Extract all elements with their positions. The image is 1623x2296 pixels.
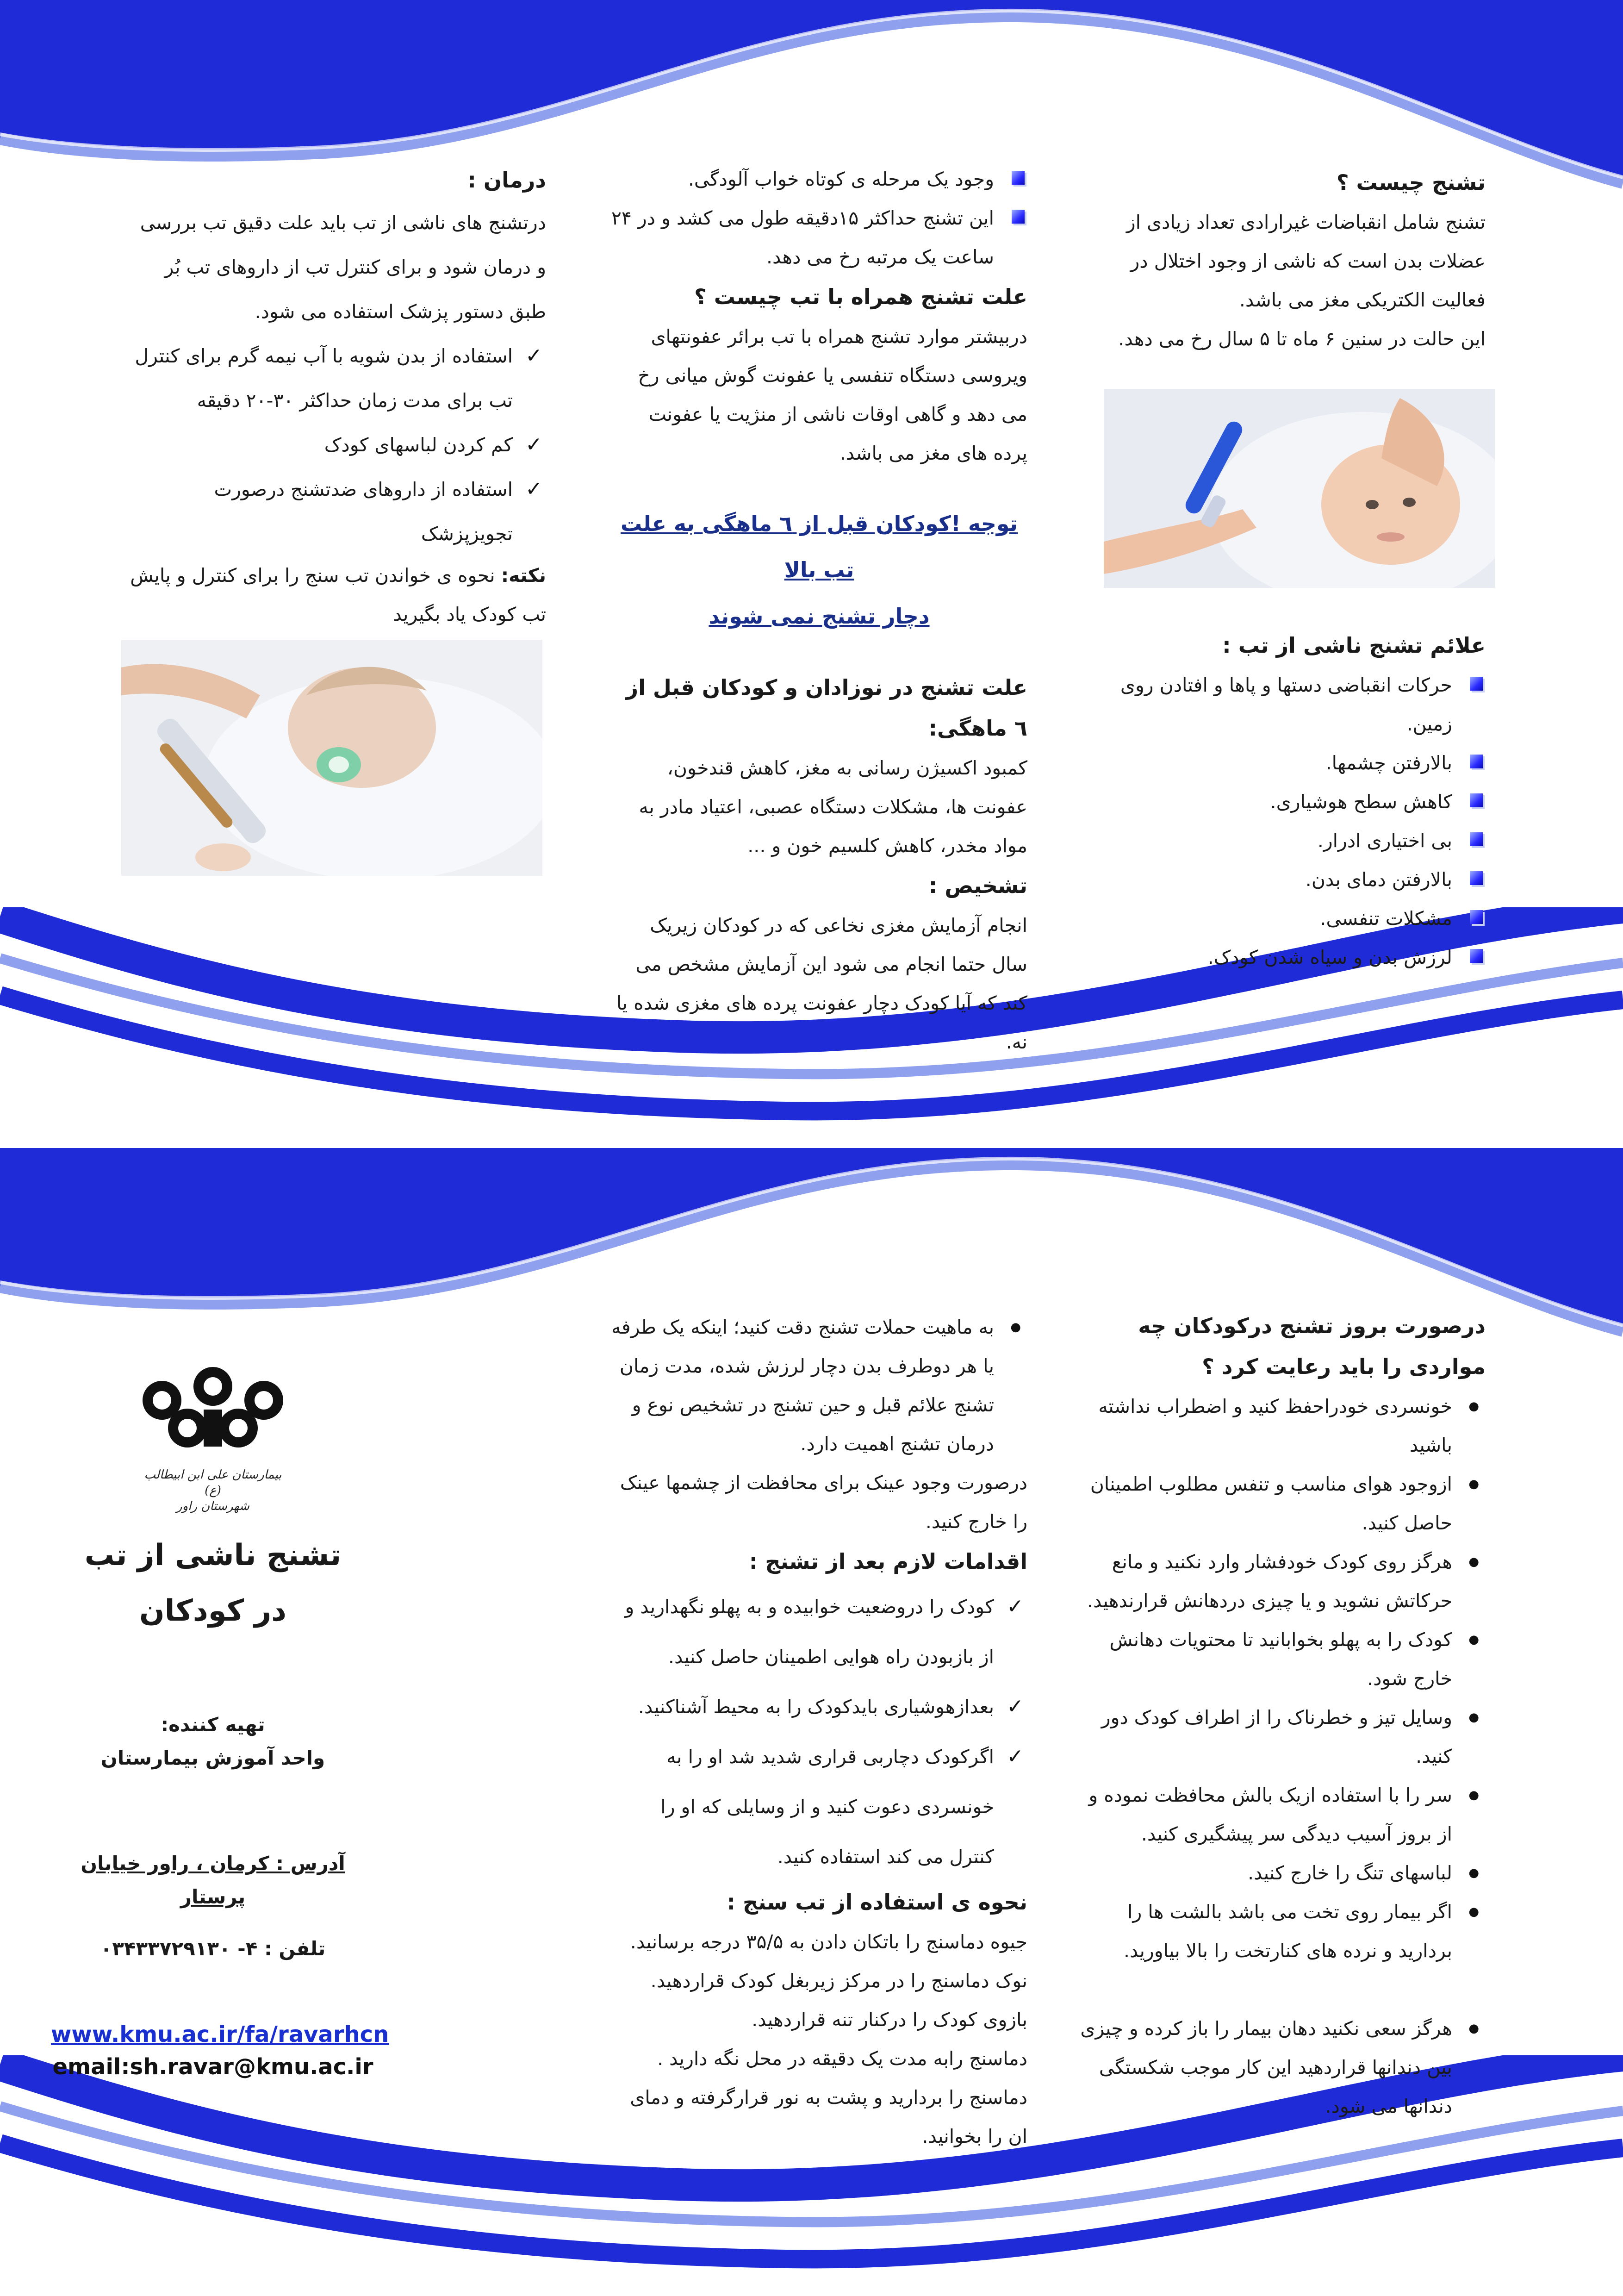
p1-middle-column [611, 160, 1027, 1061]
thermo-line: دماسنج را بردارید و پشت به نور قرارگرفته و دمای ان را بخوانید. [630, 2086, 1027, 2147]
treatment-checklist [130, 334, 546, 556]
list-item: ● هرگز روی کودک خودفشار وارد نکنید و مانع حرکاتش نشوید و یا چیزی دردهانش قرارندهید. [1074, 1542, 1486, 1620]
email[interactable]: email:sh.ravar@kmu.ac.ir [52, 2054, 373, 2080]
address: آدرس : کرمان ، راور خیابان پرستار [81, 1852, 345, 1908]
para-newborn: کمبود اکسیژن رسانی به مغز، کاهش قندخون، عفونت ها، مشکلات دستگاه عصبی، اعتیاد مادر به مواد مخدر، کاهش کلسیم خون و ... [639, 757, 1027, 857]
heading-what-to-do: درصورت بروز تشنج درکودکان چه مواردی را باید رعایت کرد ؟ [1138, 1313, 1486, 1379]
note-line-2: دچار تشنج نمی شوند [709, 604, 930, 629]
para-diagnosis: انجام آزمایش مغزی نخاعی که در کودکان زیریک سال حتما انجام می شود این آزمایش مشخص می کند که آیا کودک دچار عفونت پرده های مغزی شده یا نه. [616, 914, 1027, 1053]
note-line-1: توجه !کودکان قبل از ٦ ماهگی به علت تب بالا [620, 511, 1018, 582]
thermo-line: بازوی کودک را درکنار تنه قراردهید. [752, 2009, 1027, 2031]
para-glasses: درصورت وجود عینک برای محافظت از چشمها عینک را خارج کنید. [620, 1472, 1027, 1533]
brochure-title [51, 1528, 375, 1639]
thermo-line: جیوه دماسنج را باتکان دادن به ۳۵/۵ درجه برسانید. [630, 1931, 1027, 1953]
p1-right-column [1097, 162, 1486, 358]
p2-right-column [1074, 1305, 1486, 2126]
list-item: کاهش سطح هوشیاری. [1074, 782, 1486, 821]
prepared-label: تهیه کننده: [161, 1713, 265, 1736]
list-item: ● ازوجود هوای مناسب و تنفس مطلوب اطمینان حاصل کنید. [1074, 1465, 1486, 1542]
list-item: این تشنج حداکثر ۱۵دقیقه طول می کشد و در ۲۴ ساعت یک مرتبه رخ می دهد. [611, 199, 1027, 276]
what-to-do-list [1074, 1387, 1486, 2126]
thermo-line: دماسنج رابه مدت یک دقیقه در محل نگه دارید . [657, 2047, 1027, 2070]
note-label: نکته: [501, 564, 546, 586]
heading-what-is-seizure: تشنج چیست ؟ [1336, 170, 1486, 195]
signs-list [1074, 666, 1486, 977]
heading-diagnosis: تشخیص : [928, 873, 1027, 898]
list-item: ● اگر بیمار روی تخت می باشد بالشت ها را بردارید و نرده های کنارتخت را بالا بیاورید. [1074, 1892, 1486, 1970]
para-age-range: این حالت در سنین ۶ ماه تا ۵ سال رخ می دهد. [1118, 328, 1486, 350]
title-line-1: تشنج ناشی از تب [84, 1538, 342, 1572]
heading-cause: علت تشنج همراه با تب چیست ؟ [694, 284, 1027, 309]
list-item: بالارفتن دمای بدن. [1074, 860, 1486, 899]
list-item: ● لباسهای تنگ را خارج کنید. [1074, 1853, 1486, 1892]
heading-treatment: درمان : [467, 168, 546, 193]
list-item: ✓ کم کردن لباسهای کودک [130, 423, 546, 467]
list-item: ● هرگز سعی نکنید دهان بیمار را باز کرده و چیزی بین دندانها قراردهید این کار موجب شکستگی دندانها می شود. [1074, 2009, 1486, 2126]
list-item: مشکلات تنفسی. [1074, 899, 1486, 938]
list-item: ● کودک را به پهلو بخوابانید تا محتویات دهانش خارج شود. [1074, 1620, 1486, 1698]
list-item: ● به ماهیت حملات تشنج دقت کنید؛ اینکه یک طرفه یا هر دوطرف بدن دچار لرزش شده، مدت زمان تشنج علائم قبل و حین تشنج در تشخیص نوع و درمان تشنج اهمیت دارد. [611, 1308, 1027, 1463]
p1-signs-column [1074, 625, 1486, 977]
list-item: ✓ استفاده از داروهای ضدتشنج درصورت تجویزپزشک [130, 467, 546, 556]
list-item: ✓ استفاده از بدن شویه با آب نیمه گرم برای کنترل تب برای مدت زمان حداکثر ۳۰-۲۰ دقیقه [130, 334, 546, 423]
list-item: لرزش بدن و سیاه شدن کودک. [1074, 938, 1486, 977]
p2-middle-column [611, 1308, 1027, 2156]
list-item: حرکات انقباضی دستها و پاها و افتادن روی زمین. [1074, 666, 1486, 743]
list-item: ● وسایل تیز و خطرناک را از اطراف کودک دور کنید. [1074, 1698, 1486, 1776]
after-seizure-checklist [611, 1582, 1027, 1882]
list-item: ● خونسردی خودراحفظ کنید و اضطراب نداشته باشید [1074, 1387, 1486, 1465]
p1-left-column [130, 160, 546, 634]
middle-bullets [611, 160, 1027, 276]
heading-after-seizure: اقدامات لازم بعد از تشنج : [749, 1549, 1027, 1574]
list-item: ● سر را با استفاده ازیک بالش محافظت نموده و از بروز آسیب دیدگی سر پیشگیری کنید. [1074, 1776, 1486, 1853]
contact-block [51, 1847, 375, 1965]
photo-sleeping-baby [121, 640, 542, 876]
note-thermometer [130, 556, 546, 634]
prepared-by: واحد آموزش بیمارستان [100, 1747, 325, 1769]
list-item: ✓ اگرکودک دچاربی قراری شدید شد او را به خونسردی دعوت کنید و از وسایلی که او را کنترل می کند استفاده کنید. [611, 1732, 1027, 1882]
para-cause: دربیشتر موارد تشنج همراه با تب برائر عفونتهای ویروسی دستگاه تنفسی یا عفونت گوش میانی رخ می دهد و گاهی اوقات ناشی از منژیت یا عفونت پرده های مغز می باشد. [638, 325, 1027, 464]
heading-thermometer-use: نحوه ی استفاده از تب سنج : [727, 1890, 1027, 1915]
phone: تلفن : ۴- ۰۳۴۳۳۷۲۹۱۳۰ [100, 1937, 326, 1960]
prepared-block [51, 1708, 375, 1775]
photo-thermometer-baby [1104, 389, 1495, 588]
web-contact [51, 2018, 389, 2083]
logo-text-1: بیمارستان علی ابن ابیطالب (ع) [144, 1468, 282, 1497]
note-six-months [611, 500, 1027, 639]
thermo-line: نوک دماسنج را در مرکز زیربغل کودک قراردهید. [650, 1970, 1027, 1992]
list-item: بی اختیاری ادرار. [1074, 821, 1486, 860]
website-link[interactable]: www.kmu.ac.ir/fa/ravarhcn [51, 2021, 389, 2047]
para-what-is-seizure: تشنج شامل انقباضات غیرارادی تعداد زیادی از عضلات بدن است که ناشی از وجود اختلال در فعالیت الکتریکی مغز می باشد. [1126, 211, 1486, 311]
seizure-nature-bullet [611, 1308, 1027, 1463]
para-treatment: درتشنج های ناشی از تب باید علت دقیق تب بررسی و درمان شود و برای کنترل تب از داروهای تب بُر طبق دستور پزشک استفاده می شود. [140, 212, 546, 323]
heading-newborn: علت تشنج در نوزادان و کودکان قبل از ٦ ماهگی: [626, 675, 1027, 741]
title-line-2: در کودکان [139, 1594, 287, 1628]
note-text: نحوه ی خواندن تب سنج را برای کنترل و پایش تب کودک یاد بگیرید [130, 564, 546, 625]
logo-emblem-icon [134, 1359, 292, 1465]
list-item: وجود یک مرحله ی کوتاه خواب آلودگی. [611, 160, 1027, 199]
list-item: بالارفتن چشمها. [1074, 743, 1486, 782]
list-item: ✓ کودک را دروضعیت خوابیده و به پهلو نگهدارید و از بازبودن راه هوایی اطمینان حاصل کنید. [611, 1582, 1027, 1682]
heading-signs: علائم تشنج ناشی از تب : [1222, 633, 1486, 658]
logo-caption [134, 1467, 292, 1514]
logo-text-2: شهرستان راور [176, 1499, 249, 1513]
list-item: ✓ بعدازهوشیاری بایدکودک را به محیط آشناکنید. [611, 1682, 1027, 1732]
hospital-logo [134, 1359, 292, 1513]
